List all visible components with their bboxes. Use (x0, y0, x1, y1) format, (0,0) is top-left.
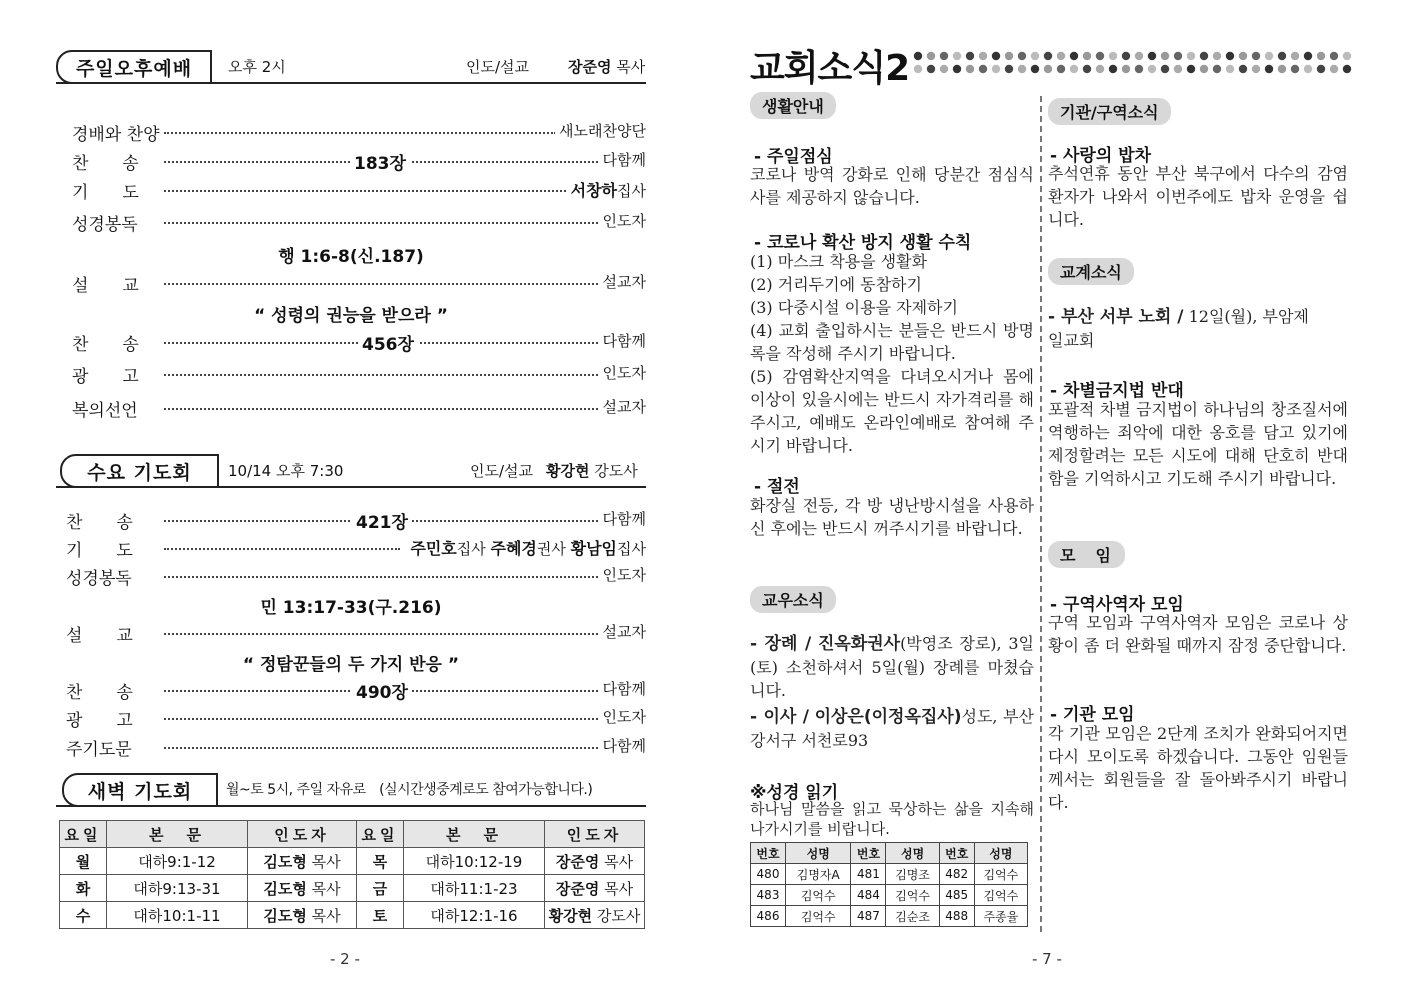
list-item: (5) 감염확산지역을 다녀오시거나 몸에 이상이 있을시에는 반드시 자가격리를 해주시고, 예배도 온라인예배로 참여해 주시기 바랍니다. (750, 367, 1034, 455)
decorative-dot (979, 65, 987, 73)
decorative-dot (927, 65, 935, 73)
leader-name: 황강현 (548, 906, 593, 925)
table-cell: 토 (357, 902, 404, 929)
col-header: 본 문 (107, 821, 248, 848)
wed-row-sermon (66, 621, 646, 645)
decorative-dot (1057, 52, 1065, 60)
decorative-dot (1278, 52, 1286, 60)
dot-pattern-decoration (912, 50, 1354, 76)
decorative-dot (1005, 52, 1013, 60)
page-number-left: - 2 - (330, 950, 360, 968)
table-cell (545, 848, 645, 875)
decorative-dot (979, 52, 987, 60)
sunday-row-hymn1 (72, 149, 646, 173)
table-row (60, 848, 645, 875)
decorative-dot (1161, 52, 1169, 60)
decorative-dot (1239, 65, 1247, 73)
row-label: 기 도 (72, 183, 139, 203)
dawn-schedule-table (59, 820, 645, 929)
decorative-dot (1083, 65, 1091, 73)
decorative-dot (1083, 52, 1091, 60)
row-right (567, 178, 646, 201)
table-cell: 대하9:13-31 (107, 875, 248, 902)
decorative-dot (1109, 65, 1117, 73)
col-header: 성명 (786, 843, 851, 864)
decorative-dot (1005, 65, 1013, 73)
wed-row-hymn2 (66, 678, 646, 702)
prayer-title-1: 집사 (456, 540, 491, 558)
table-cell: 월 (60, 848, 107, 875)
table-cell: 480 (751, 864, 786, 885)
wednesday-leader-name: 황강현 (546, 462, 590, 480)
wed-row-lords-prayer (66, 735, 646, 759)
decorative-dot (1265, 65, 1273, 73)
decorative-dot (940, 52, 948, 60)
sunday-row-prayer (72, 178, 646, 202)
column-divider (1040, 96, 1042, 932)
table-cell: 김억수 (786, 885, 851, 906)
leader-name: 장준영 (555, 852, 600, 871)
wednesday-sermon-title: “ 정탐꾼들의 두 가지 반응 ” (242, 655, 460, 675)
decorative-dot (940, 65, 948, 73)
table-cell: 482 (939, 864, 974, 885)
table-cell (545, 902, 645, 929)
decorative-dot (1096, 52, 1104, 60)
row-label: 찬 송 (66, 513, 133, 533)
table-row (60, 902, 645, 929)
member-name: 이상은(이정옥집사) (814, 707, 962, 727)
table-cell (248, 848, 357, 875)
row-right: 다함께 (599, 508, 646, 529)
decorative-dot (1330, 52, 1338, 60)
header-rule (56, 82, 646, 84)
item-title: - 부산 서부 노회 / (1048, 307, 1184, 327)
sunday-leader-title: 목사 (616, 58, 646, 76)
row-label: 설 교 (72, 276, 139, 296)
bible-reading-table (750, 842, 1028, 927)
decorative-dot (1291, 52, 1299, 60)
wednesday-service-header (56, 454, 646, 488)
leader-name: 장준영 (555, 879, 600, 898)
decorative-dot (1304, 65, 1312, 73)
row-label: 성경봉독 (72, 215, 138, 235)
decorative-dot (1057, 65, 1065, 73)
decorative-dot (992, 65, 1000, 73)
decorative-dot (1174, 65, 1182, 73)
table-cell: 481 (851, 864, 886, 885)
item-text: 12일(월), 부암제 (1188, 307, 1309, 326)
row-right: 다함께 (599, 149, 646, 170)
dawn-prayer-header (56, 773, 646, 807)
decorative-dot (1122, 52, 1130, 60)
prayer-name-2: 주혜경 (490, 539, 537, 558)
decorative-dot (1213, 65, 1221, 73)
wednesday-leader-role: 인도/설교 (470, 462, 534, 480)
item-text: 코로나 방역 강화로 인해 당분간 점심식사를 제공하지 않습니다. (750, 165, 1034, 207)
item-text: 구역 모임과 구역사역자 모임은 코로나 상황이 좀 더 완화될 때까지 잠정 중단합니다. (1048, 613, 1348, 655)
dot-leader (164, 718, 598, 720)
table-cell: 김억수 (786, 906, 851, 927)
wed-row-reading (66, 564, 646, 588)
tag-org-news: 기관/구역소식 (1048, 98, 1171, 125)
table-cell: 주종율 (974, 906, 1027, 927)
decorative-dot (927, 52, 935, 60)
dot-leader (164, 576, 598, 578)
list-item: (3) 다중시설 이용을 자제하기 (750, 298, 958, 317)
item-title: - 기관 모임 (1050, 705, 1135, 725)
col-header: 번호 (939, 843, 974, 864)
leader-name: 김도형 (263, 879, 307, 898)
decorative-dot (1239, 52, 1247, 60)
wed-row-prayer (66, 536, 646, 560)
item-title: - 코로나 확산 방지 생활 수칙 (754, 233, 972, 253)
row-right: 다함께 (599, 678, 646, 699)
header-rule (56, 805, 646, 807)
table-cell: 대하12:1-16 (404, 902, 545, 929)
decorative-dot (966, 65, 974, 73)
dot-leader (164, 408, 598, 410)
col-header: 요일 (357, 821, 404, 848)
decorative-dot (1148, 52, 1156, 60)
sunday-service-header (56, 50, 646, 84)
prayer-title-3: 집사 (617, 540, 646, 558)
decorative-dot (1317, 52, 1325, 60)
decorative-dot (953, 52, 961, 60)
decorative-dot (1044, 52, 1052, 60)
decorative-dot (1148, 65, 1156, 73)
col-header: 번호 (851, 843, 886, 864)
decorative-dot (1265, 52, 1273, 60)
page-title: 교회소식2 (750, 48, 910, 89)
decorative-dot (1343, 52, 1351, 60)
prayer-name: 서창하 (570, 181, 618, 200)
sunday-scripture: 행 1:6-8(신.187) (278, 247, 424, 267)
decorative-dot (1070, 52, 1078, 60)
item-text: 일교회 (1048, 331, 1095, 350)
row-right (406, 536, 646, 559)
item-title: - 절전 (754, 477, 800, 497)
row-right: 새노래찬양단 (555, 120, 646, 141)
table-cell: 김명조 (886, 864, 939, 885)
col-header: 성명 (974, 843, 1027, 864)
table-row (751, 885, 1028, 906)
row-label: 경배와 찬양 (72, 125, 160, 145)
col-header: 요일 (60, 821, 107, 848)
dot-leader (164, 747, 598, 749)
item-text: 화장실 전등, 각 방 냉난방시설을 사용하신 후에는 반드시 꺼주시기를 바랍니다. (750, 496, 1034, 538)
table-cell: 대하11:1-23 (404, 875, 545, 902)
wednesday-leader-title: 강도사 (594, 462, 638, 480)
table-cell: 김억수 (886, 885, 939, 906)
row-label: 주기도문 (66, 740, 132, 760)
dot-leader (164, 222, 598, 224)
member-name: 진옥화권사 (817, 634, 901, 654)
decorative-dot (1174, 52, 1182, 60)
decorative-dot (1109, 52, 1117, 60)
col-header: 인도자 (248, 821, 357, 848)
sunday-row-notice (72, 362, 646, 386)
col-header: 번호 (751, 843, 786, 864)
col-header: 인도자 (545, 821, 645, 848)
table-header-row (60, 821, 645, 848)
col-header: 본 문 (404, 821, 545, 848)
table-cell: 484 (851, 885, 886, 906)
header-rule (56, 486, 646, 488)
wednesday-time: 10/14 오후 7:30 (228, 462, 344, 480)
decorative-dot (1304, 52, 1312, 60)
prayer-name-1: 주민호 (410, 539, 457, 558)
decorative-dot (1252, 52, 1260, 60)
item-text: 성도, 부산강서구 서천로93 (750, 707, 1034, 750)
covid-rules-list (750, 250, 1034, 457)
wednesday-leader (546, 460, 638, 481)
sunday-row-blessing (72, 396, 646, 420)
sunday-service-title: 주일오후예배 (56, 50, 212, 84)
tag-meetings: 모 임 (1048, 541, 1125, 568)
sunday-leader (568, 56, 645, 77)
table-cell: 대하10:12-19 (404, 848, 545, 875)
decorative-dot (1291, 65, 1299, 73)
table-cell: 486 (751, 906, 786, 927)
decorative-dot (1226, 52, 1234, 60)
item-text: 하나님 말씀을 읽고 묵상하는 삶을 지속해 나가시기를 비랍니다. (750, 800, 1034, 838)
row-label: 복의선언 (72, 401, 138, 421)
leader-title: 목사 (311, 852, 341, 871)
decorative-dot (1200, 52, 1208, 60)
page-number-right: - 7 - (1032, 950, 1062, 968)
row-right: 설교자 (599, 271, 646, 292)
wed-row-hymn1 (66, 508, 646, 532)
table-cell: 수 (60, 902, 107, 929)
list-item: (2) 거리두기에 동참하기 (750, 275, 922, 294)
item-text: 추석연휴 동안 부산 북구에서 다수의 감염환자가 나와서 이번주에도 밥차 운영을 쉽니다. (1048, 164, 1348, 229)
tag-member-news: 교우소식 (750, 586, 836, 613)
leader-title: 목사 (604, 852, 634, 871)
table-header-row (751, 843, 1028, 864)
decorative-dot (1161, 65, 1169, 73)
table-cell: 김억수 (974, 885, 1027, 906)
leader-name: 김도형 (263, 852, 307, 871)
decorative-dot (1317, 65, 1325, 73)
row-right: 인도자 (599, 706, 646, 727)
decorative-dot (1330, 65, 1338, 73)
item-title: - 차별금지법 반대 (1050, 381, 1184, 401)
leader-title: 목사 (311, 879, 341, 898)
row-right: 다함께 (599, 330, 646, 351)
table-cell: 김순조 (886, 906, 939, 927)
decorative-dot (1070, 65, 1078, 73)
decorative-dot (1278, 65, 1286, 73)
row-mid: 490장 (352, 678, 412, 703)
row-mid: 456장 (358, 330, 418, 355)
item-title: - 장례 / (750, 634, 812, 654)
table-row (751, 864, 1028, 885)
row-right: 인도자 (599, 210, 646, 231)
row-mid: 183장 (350, 149, 410, 174)
decorative-dot (1187, 65, 1195, 73)
decorative-dot (953, 65, 961, 73)
dot-leader (164, 548, 400, 550)
table-cell: 488 (939, 906, 974, 927)
wednesday-scripture: 민 13:17-33(구.216) (260, 598, 442, 618)
row-right: 인도자 (599, 564, 646, 585)
tag-life-guide: 생활안내 (750, 92, 836, 119)
item-title: - 사랑의 밥차 (1050, 146, 1152, 166)
decorative-dot (1135, 65, 1143, 73)
decorative-dot (914, 52, 922, 60)
dot-leader (164, 374, 598, 376)
decorative-dot (1187, 52, 1195, 60)
tag-denomination-news: 교계소식 (1048, 258, 1134, 285)
sunday-leader-name: 장준영 (568, 58, 612, 76)
sunday-time: 오후 2시 (228, 58, 286, 76)
prayer-name-3: 황남임 (570, 539, 618, 558)
row-right: 설교자 (599, 621, 646, 642)
table-cell: 대하9:1-12 (107, 848, 248, 875)
dawn-prayer-title: 새벽 기도회 (62, 773, 218, 807)
row-label: 성경봉독 (66, 569, 132, 589)
sunday-sermon-title: “ 성령의 권능을 받으라 ” (254, 306, 448, 326)
item-title: ※성경 읽기 (750, 783, 839, 803)
table-cell: 대하10:1-11 (107, 902, 248, 929)
row-right: 다함께 (599, 735, 646, 756)
moving-news (750, 705, 1034, 752)
table-cell: 목 (357, 848, 404, 875)
presbytery-news (1048, 305, 1348, 352)
sunday-row-praise (72, 120, 646, 144)
leader-title: 목사 (311, 906, 341, 925)
table-cell (248, 902, 357, 929)
prayer-title-2: 권사 (536, 540, 571, 558)
sunday-leader-role: 인도/설교 (466, 58, 530, 76)
wednesday-service-title: 수요 기도회 (60, 454, 219, 488)
decorative-dot (1252, 65, 1260, 73)
decorative-dot (1213, 52, 1221, 60)
table-cell: 485 (939, 885, 974, 906)
row-right: 인도자 (599, 362, 646, 383)
row-label: 찬 송 (72, 154, 139, 174)
decorative-dot (1096, 65, 1104, 73)
dawn-prayer-info: 월~토 5시, 주일 자유로 (실시간생중계로도 참여가능합니다.) (226, 782, 593, 798)
leader-title: 강도사 (596, 906, 641, 925)
decorative-dot (1122, 65, 1130, 73)
col-header: 성명 (886, 843, 939, 864)
dot-leader (164, 633, 598, 635)
table-cell: 김명자A (786, 864, 851, 885)
row-right: 설교자 (599, 396, 646, 417)
table-cell (248, 875, 357, 902)
decorative-dot (992, 52, 1000, 60)
table-cell: 483 (751, 885, 786, 906)
decorative-dot (1135, 52, 1143, 60)
decorative-dot (1031, 65, 1039, 73)
wed-row-notice (66, 706, 646, 730)
table-cell: 487 (851, 906, 886, 927)
table-row (751, 906, 1028, 927)
item-title: - 이사 / (750, 707, 809, 727)
decorative-dot (1343, 65, 1351, 73)
sunday-row-sermon (72, 271, 646, 295)
decorative-dot (914, 65, 922, 73)
leader-title: 목사 (604, 879, 634, 898)
item-text: 포괄적 차별 금지법이 하나님의 창조질서에 역행하는 죄악에 대한 옹호를 담고 있기에 제정할려는 모든 시도에 대해 단호히 반대함을 기억하시고 기도해 주시기 바랍니다. (1048, 400, 1348, 488)
decorative-dot (1044, 65, 1052, 73)
prayer-title: 집사 (617, 182, 646, 200)
decorative-dot (1200, 65, 1208, 73)
list-item: (1) 마스크 착용을 생활화 (750, 252, 928, 271)
item-text: 각 기관 모임은 2단계 조치가 완화되어지면 다시 모이도록 하겠습니다. 그동안 임원들께서는 회원들을 잘 돌아봐주시기 바랍니다. (1048, 724, 1348, 812)
row-label: 광 고 (72, 367, 139, 387)
item-title: - 구역사역자 모임 (1050, 595, 1184, 615)
table-cell (545, 875, 645, 902)
table-row (60, 875, 645, 902)
decorative-dot (1226, 65, 1234, 73)
row-label: 기 도 (66, 541, 133, 561)
row-mid: 421장 (352, 508, 412, 533)
table-cell: 금 (357, 875, 404, 902)
item-title: - 주일점심 (754, 147, 833, 167)
sunday-row-reading (72, 210, 646, 234)
table-cell: 화 (60, 875, 107, 902)
row-label: 광 고 (66, 711, 133, 731)
row-label: 찬 송 (72, 335, 139, 355)
sunday-row-hymn2 (72, 330, 646, 354)
dot-leader (164, 283, 598, 285)
list-item: (4) 교회 출입하시는 분들은 반드시 방명록을 작성해 주시기 바랍니다. (750, 321, 1034, 363)
table-cell: 김억수 (974, 864, 1027, 885)
decorative-dot (966, 52, 974, 60)
item-text: (박영조 장로), 3일(토) 소천하셔서 5일(월) 장례를 마쳤습니다. (750, 634, 1034, 700)
decorative-dot (1018, 65, 1026, 73)
dot-leader (164, 190, 566, 192)
row-label: 찬 송 (66, 683, 133, 703)
decorative-dot (1031, 52, 1039, 60)
row-label: 설 교 (66, 626, 133, 646)
funeral-news (750, 632, 1034, 702)
dot-leader (164, 132, 556, 134)
decorative-dot (1018, 52, 1026, 60)
leader-name: 김도형 (263, 906, 307, 925)
